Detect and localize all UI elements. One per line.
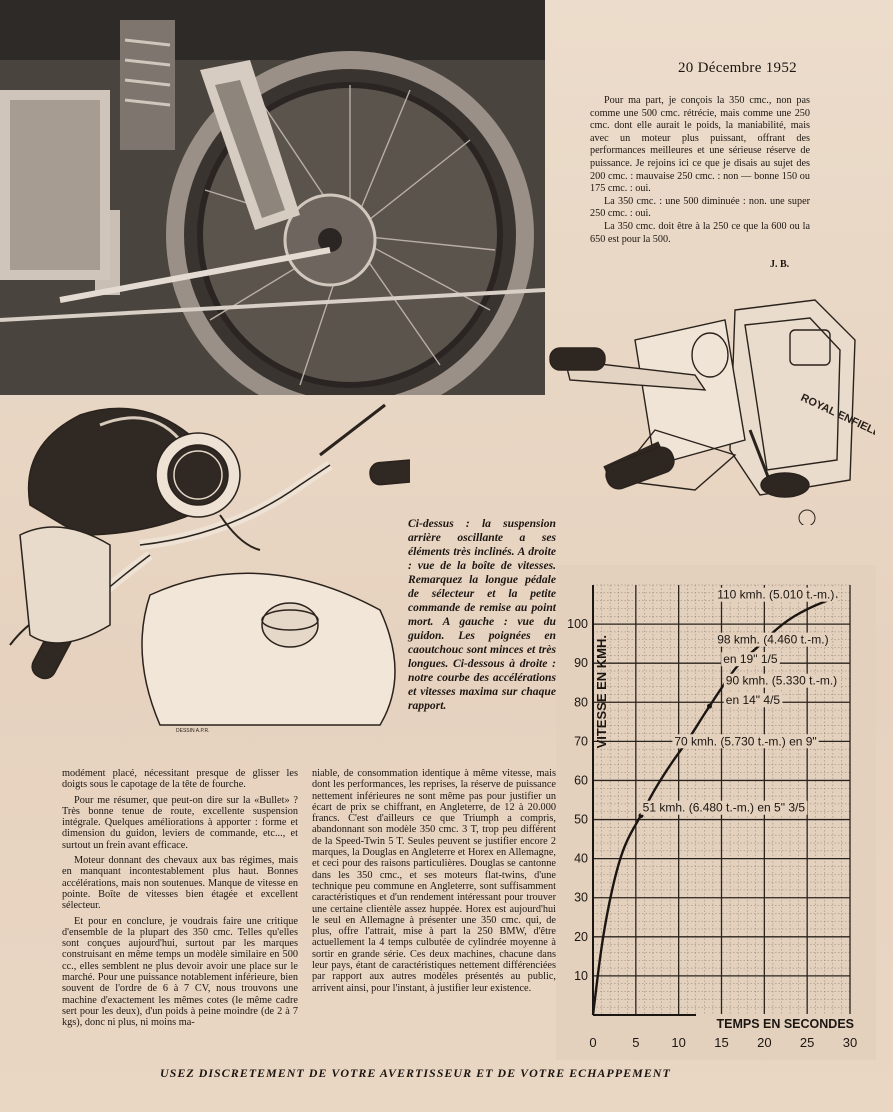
body-paragraph: Pour me résumer, que peut-on dire sur la «Bullet» ? Très bonne tenue de route, excellente suspension intégrale. Quelques améliorations à apporter : forme et dimension du guidon, leviers de commande, etc..., et surtout un frein avant efficace. bbox=[62, 794, 298, 851]
body-paragraph: Moteur donnant des chevaux aux bas régimes, mais en manquant incontestablement plus haut. Bonnes accélérations, mais non soutenues. Manque de vitesse en pointe. Boîte de vitesses bien étagée et excellent sélecteur. bbox=[62, 855, 298, 912]
artist-mark: DESSIN A.P.R. bbox=[176, 728, 210, 734]
chart-annotation: 70 kmh. (5.730 t.-m.) en 9" bbox=[674, 734, 817, 749]
chart-annotation: 90 kmh. (5.330 t.-m.) bbox=[725, 673, 838, 688]
gearbox-illustration bbox=[545, 280, 875, 525]
y-tick-label: 20 bbox=[574, 929, 588, 944]
gear-change-point bbox=[707, 704, 712, 709]
chart-annotation: 98 kmh. (4.460 t.-m.) bbox=[717, 632, 829, 647]
body-paragraph: modément placé, nécessitant presque de glisser les doigts sous le capotage de la tête de fourche. bbox=[62, 768, 298, 791]
y-tick-label: 60 bbox=[574, 773, 588, 788]
rear-wheel-drawing bbox=[0, 0, 545, 395]
chart-annotation: 51 kmh. (6.480 t.-m.) en 5" 3/5 bbox=[642, 800, 806, 815]
x-tick-label: 30 bbox=[842, 1035, 858, 1050]
issue-date: 20 Décembre 1952 bbox=[678, 60, 797, 76]
body-column-1 bbox=[62, 768, 298, 1033]
body-paragraph: Et pour en conclure, je voudrais faire une critique d'ensemble de la plupart des 350 cmc. Telles qu'elles sont conçues aujourd'hui, surtout par les marques construisant en même temps un modèle similaire en 500 cc., elles semblent ne plus devoir avoir une place sur le marché. Pour une puissance notablement inférieure, bien souvent de l'ordre de 6 à 7 CV, nous trouvons une machine d'exactement les mêmes cotes (le même cadre sert pour les deux), d'un poids à peine moindre (de 2 à 7 kgs), donc ni plus, ni moins ma- bbox=[62, 915, 298, 1029]
page-footer: USEZ DISCRETEMENT DE VOTRE AVERTISSEUR ET DE VOTRE ECHAPPEMENT bbox=[160, 1066, 671, 1080]
acceleration-chart-svg bbox=[556, 565, 876, 1060]
x-tick-label: 15 bbox=[714, 1035, 729, 1050]
x-tick-label: 0 bbox=[589, 1035, 597, 1050]
y-tick-label: 30 bbox=[574, 890, 588, 905]
body-paragraph: niable, de consommation identique à même vitesse, mais dont les performances, les reprises, la réserve de puissance nettement inférieures ne sont même pas pour justifier un écart de prix se chiffrant, en Angleterre, de 12 à 20.000 francs. C'est d'ailleurs ce que Triumph a compris, abandonnant son modèle 350 cmc. 3 T, trop peu différent de la Speed-Twin 5 T. Seules peuvent se justifier encore 2 marques, la Douglas en Angleterre et Horex en Allemagne, et ceci pour des raisons particulières. Douglas se cantonne dans les 350 cmc., et ses moteurs flat-twins, d'une technique peu commune en Angleterre, sont suffisamment caractéristiques et d'un rendement intéressant pour trouver une certaine clientèle assez huppée. Horex est aujourd'hui le seul en Allemagne à présenter une 350 cmc. qui, de plus, offre l'attrait, mise à part la 250 BMW, d'être actuellement la 4 temps culbutée de cylindrée moyenne à sortir en grande série. Ces deux machines, chacune dans leur pays, étant de caractéristiques nettement différenciées par rapport aux autres modèles présentés au public, arrivent ainsi, pour l'instant, à justifier leur existence. bbox=[312, 768, 556, 994]
handlebar-illustration bbox=[0, 395, 410, 745]
rear-suspension-photo bbox=[0, 0, 545, 395]
y-tick-label: 100 bbox=[567, 617, 588, 632]
y-tick-label: 40 bbox=[574, 851, 588, 866]
y-tick-label: 70 bbox=[574, 734, 588, 749]
article-paragraph: La 350 cmc. : une 500 diminuée : non. une super 250 cmc. : oui. bbox=[590, 195, 810, 220]
x-tick-label: 25 bbox=[799, 1035, 815, 1050]
y-axis-label: VITESSE EN KMH. bbox=[594, 635, 609, 749]
x-tick-label: 10 bbox=[671, 1035, 686, 1050]
acceleration-chart bbox=[556, 565, 876, 1060]
opinion-article bbox=[590, 95, 810, 246]
article-paragraph: Pour ma part, je conçois la 350 cmc., non pas comme une 500 cmc. rétrécie, mais comme une 250 cmc. dont elle aurait le poids, la maniabilité, mais avec un moteur plus puissant, offrant des performances meilleures et une sérieuse réserve de puissance. Je rejoins ici ce que je disais au sujet des 200 cmc. : mauvaise 250 cmc. : non — bonne 150 ou 175 cmc. : oui. bbox=[590, 95, 810, 195]
x-tick-label: 5 bbox=[632, 1035, 640, 1050]
y-tick-label: 10 bbox=[574, 968, 588, 983]
chart-annotation: en 19" 1/5 bbox=[723, 652, 778, 667]
y-tick-label: 80 bbox=[574, 695, 588, 710]
gearbox-brand-label: ROYAL ENFIELD bbox=[798, 391, 875, 440]
article-paragraph: La 350 cmc. doit être à la 250 ce que la 600 ou la 650 est pour la 500. bbox=[590, 220, 810, 245]
chart-annotation: 110 kmh. (5.010 t.-m.) bbox=[717, 587, 835, 602]
handlebar-drawing bbox=[0, 395, 410, 745]
author-signature: J. B. bbox=[770, 259, 790, 270]
figure-caption: Ci-dessus : la suspension arrière oscillante a ses éléments très inclinés. A droite : vue de la boîte de vitesses. Remarquez la longue pédale de sélecteur et la petite commande de remise au point mort. A gauche : vue du guidon. Les poignées en caoutchouc sont minces et très longues. Ci-dessous à droite : notre courbe des accélérations et vitesses maxima sur chaque rapport. bbox=[408, 517, 556, 712]
gearbox-drawing bbox=[545, 280, 875, 525]
x-tick-label: 20 bbox=[757, 1035, 772, 1050]
x-axis-label: TEMPS EN SECONDES bbox=[716, 1017, 854, 1031]
y-tick-label: 50 bbox=[574, 812, 588, 827]
y-tick-label: 90 bbox=[574, 656, 588, 671]
chart-annotation: en 14" 4/5 bbox=[725, 693, 781, 708]
body-column-2 bbox=[312, 768, 556, 998]
